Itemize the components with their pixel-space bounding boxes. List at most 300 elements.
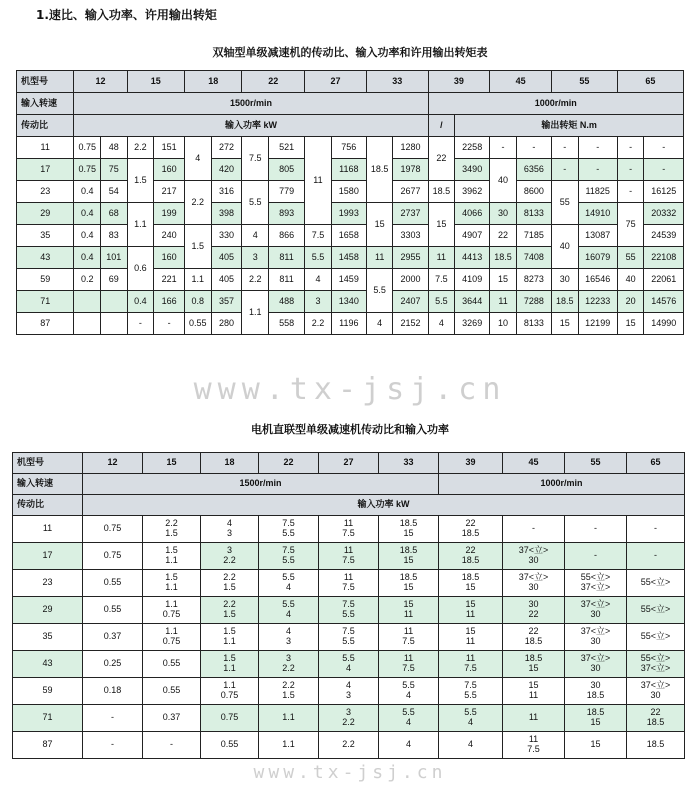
table-row <box>13 705 685 732</box>
cell-value: 7.5 <box>342 528 355 538</box>
data-cell <box>201 678 259 705</box>
cell-value: 18.5 <box>586 690 605 700</box>
cell-value: 11 <box>403 626 414 637</box>
data-cell: 4 <box>379 732 439 759</box>
data-cell <box>565 597 627 624</box>
data-cell: 55<立> <box>627 624 685 651</box>
cell-value: 0.75 <box>162 636 181 646</box>
cell-value: 1.1 <box>165 599 178 610</box>
data-cell: 199 <box>154 203 185 225</box>
cell-value: 2.2 <box>282 680 295 691</box>
cell-value: 0.75 <box>220 690 239 700</box>
data-cell: 30 <box>551 269 578 291</box>
cell-value: 18.5 <box>461 572 480 583</box>
cell-value: 15 <box>590 717 601 727</box>
ratio-cell: 87 <box>13 732 83 759</box>
data-cell: 12199 <box>578 313 617 335</box>
cell-value: 37<立> <box>580 582 611 592</box>
data-cell: - <box>127 313 154 335</box>
data-cell: - <box>503 516 565 543</box>
data-cell: 20 <box>617 291 644 313</box>
cell-value: 18.5 <box>461 555 480 565</box>
cell-value: 5.5 <box>342 653 355 664</box>
data-cell: 7185 <box>516 225 551 247</box>
data-cell: 1.5 <box>127 159 154 203</box>
data-cell: 0.25 <box>83 651 143 678</box>
data-cell: 4413 <box>455 247 490 269</box>
cell-value: 37<立> <box>518 572 549 583</box>
data-cell: 0.75 <box>83 543 143 570</box>
data-cell <box>319 624 379 651</box>
data-cell: 55<立> <box>627 597 685 624</box>
data-cell: 54 <box>101 181 128 203</box>
data-cell: 1459 <box>331 269 366 291</box>
cell-value: 18.5 <box>461 528 480 538</box>
cell-value: 11 <box>403 653 414 664</box>
cell-value: 5.5 <box>282 572 295 583</box>
table-row <box>13 624 685 651</box>
model-cell: 18 <box>201 453 259 474</box>
data-cell: 280 <box>211 313 242 335</box>
model-cell: 18 <box>185 71 242 93</box>
speed-label: 输入转速 <box>13 474 83 495</box>
data-cell: 0.55 <box>201 732 259 759</box>
data-cell: 30 <box>490 203 517 225</box>
data-cell: - <box>565 543 627 570</box>
data-cell: 7408 <box>516 247 551 269</box>
data-cell: 16546 <box>578 269 617 291</box>
data-cell: 7288 <box>516 291 551 313</box>
data-cell: 3303 <box>393 225 428 247</box>
cell-value: 15 <box>528 680 539 691</box>
data-cell: 0.55 <box>83 570 143 597</box>
ratio-cell: 87 <box>17 313 74 335</box>
data-cell <box>319 651 379 678</box>
data-cell <box>503 543 565 570</box>
cell-value: 5.5 <box>342 609 355 619</box>
model-cell: 22 <box>242 71 305 93</box>
cell-value: 4 <box>405 690 411 700</box>
data-cell <box>101 313 128 335</box>
cell-value: 18.5 <box>399 545 418 556</box>
data-cell <box>74 313 101 335</box>
data-cell: 330 <box>211 225 242 247</box>
data-cell: 1168 <box>331 159 366 181</box>
cell-value: 5.5 <box>402 680 415 691</box>
data-cell <box>565 678 627 705</box>
cell-value: 1.5 <box>223 653 236 664</box>
data-cell: 22 <box>490 225 517 247</box>
data-cell: 83 <box>101 225 128 247</box>
data-cell: 0.55 <box>143 678 201 705</box>
data-cell: 1.1 <box>259 732 319 759</box>
model-cell: 39 <box>428 71 490 93</box>
data-cell: 40 <box>551 225 578 269</box>
table-row <box>13 651 685 678</box>
cell-value: 4 <box>467 717 473 727</box>
data-cell: 0.4 <box>74 181 101 203</box>
data-cell: 2737 <box>393 203 428 225</box>
data-cell: 0.55 <box>83 597 143 624</box>
data-cell: 69 <box>101 269 128 291</box>
cell-value: 5.5 <box>282 555 295 565</box>
cell-value: 30 <box>590 663 601 673</box>
cell-value: 15 <box>465 582 476 592</box>
data-cell: 2.2 <box>185 181 212 225</box>
data-cell <box>259 678 319 705</box>
cell-value: 4 <box>405 717 411 727</box>
ratio-cell: 59 <box>17 269 74 291</box>
model-cell: 65 <box>617 71 683 93</box>
data-cell <box>201 570 259 597</box>
data-cell <box>319 678 379 705</box>
data-cell <box>319 516 379 543</box>
data-cell: 68 <box>101 203 128 225</box>
data-cell <box>439 705 503 732</box>
data-cell <box>319 543 379 570</box>
data-cell <box>439 651 503 678</box>
data-cell: - <box>83 732 143 759</box>
data-cell: 11 <box>305 137 332 225</box>
data-cell: 866 <box>269 225 305 247</box>
data-cell <box>259 597 319 624</box>
watermark: www.tx-jsj.cn <box>193 372 507 407</box>
data-cell: 48 <box>101 137 128 159</box>
data-cell <box>319 705 379 732</box>
data-cell: 0.37 <box>83 624 143 651</box>
data-cell: - <box>490 137 517 159</box>
data-cell <box>101 291 128 313</box>
data-cell: 7.5 <box>242 137 269 181</box>
cell-value: 30 <box>650 690 661 700</box>
data-cell <box>379 570 439 597</box>
cell-value: 2.2 <box>165 518 178 529</box>
cell-value: 7.5 <box>402 636 415 646</box>
data-cell: 1.1 <box>127 203 154 247</box>
data-cell: 7.5 <box>305 225 332 247</box>
data-cell: 1.1 <box>259 705 319 732</box>
cell-value: 15 <box>465 599 476 610</box>
data-cell: 160 <box>154 247 185 269</box>
data-cell: 2258 <box>455 137 490 159</box>
data-cell: 221 <box>154 269 185 291</box>
data-cell: - <box>627 516 685 543</box>
cell-value: 11 <box>465 653 476 664</box>
model-cell: 65 <box>627 453 685 474</box>
data-cell: 240 <box>154 225 185 247</box>
ratio-cell: 29 <box>13 597 83 624</box>
cell-value: 1.1 <box>165 555 178 565</box>
data-cell: 2.2 <box>242 269 269 291</box>
data-cell: 0.4 <box>127 291 154 313</box>
data-cell: 4 <box>185 137 212 181</box>
data-cell <box>439 516 503 543</box>
data-cell: - <box>644 137 684 159</box>
cell-value: 1.1 <box>223 636 236 646</box>
data-cell: 18.5 <box>428 181 455 203</box>
model-cell: 15 <box>127 71 184 93</box>
cell-value: 7.5 <box>342 599 355 610</box>
cell-value: 1.5 <box>165 572 178 583</box>
data-cell: 811 <box>269 247 305 269</box>
data-cell: 2.2 <box>127 137 154 159</box>
cell-value: 7.5 <box>282 518 295 529</box>
data-cell: 1.1 <box>185 269 212 291</box>
data-cell <box>439 624 503 651</box>
data-cell: 3962 <box>455 181 490 203</box>
motor-direct-table <box>12 452 685 759</box>
data-cell <box>259 651 319 678</box>
cell-value: 11 <box>343 572 354 583</box>
cell-value: 2.2 <box>223 555 236 565</box>
cell-value: 5.5 <box>402 707 415 718</box>
data-cell: 0.4 <box>74 247 101 269</box>
data-cell: 2000 <box>393 269 428 291</box>
data-cell: 4 <box>242 225 269 247</box>
data-cell <box>503 624 565 651</box>
data-cell: 3 <box>305 291 332 313</box>
data-cell: - <box>143 732 201 759</box>
data-cell: 398 <box>211 203 242 225</box>
data-cell: 4 <box>428 313 455 335</box>
data-cell: - <box>578 159 617 181</box>
cell-value: 18.5 <box>646 717 665 727</box>
cell-value: 2.2 <box>223 572 236 583</box>
data-cell: 12233 <box>578 291 617 313</box>
model-cell: 12 <box>74 71 127 93</box>
data-cell <box>201 624 259 651</box>
data-cell: 0.4 <box>74 225 101 247</box>
data-cell: 75 <box>101 159 128 181</box>
power-label: 输入功率 kW <box>74 115 428 137</box>
data-cell: 779 <box>269 181 305 203</box>
data-cell: - <box>617 181 644 203</box>
section-heading: 1.速比、输入功率、许用输出转矩 <box>36 8 217 22</box>
data-cell: 11 <box>428 247 455 269</box>
model-cell: 22 <box>259 453 319 474</box>
ratio-cell: 59 <box>13 678 83 705</box>
data-cell: - <box>617 137 644 159</box>
cell-value: 11 <box>343 545 354 556</box>
data-cell: 2152 <box>393 313 428 335</box>
data-cell: 22061 <box>644 269 684 291</box>
cell-value: 7.5 <box>464 663 477 673</box>
cell-value: 1.5 <box>282 690 295 700</box>
data-cell: 316 <box>211 181 242 203</box>
cell-value: 11 <box>528 690 539 700</box>
cell-value: 15 <box>403 528 414 538</box>
data-cell <box>143 624 201 651</box>
data-cell: 4 <box>366 313 393 335</box>
cell-value: 18.5 <box>586 707 605 718</box>
model-cell: 39 <box>439 453 503 474</box>
cell-value: 3 <box>285 653 291 664</box>
data-cell: 14990 <box>644 313 684 335</box>
data-cell: - <box>551 159 578 181</box>
data-cell: 5.5 <box>366 269 393 313</box>
data-cell: 4 <box>305 269 332 291</box>
data-cell: - <box>565 516 627 543</box>
data-cell <box>259 570 319 597</box>
cell-value: 11 <box>465 636 476 646</box>
data-cell <box>379 597 439 624</box>
model-cell: 12 <box>83 453 143 474</box>
data-cell: 1280 <box>393 137 428 159</box>
data-cell: 0.37 <box>143 705 201 732</box>
data-cell: - <box>516 137 551 159</box>
data-cell <box>201 543 259 570</box>
data-cell: 10 <box>490 313 517 335</box>
data-cell: 272 <box>211 137 242 159</box>
cell-value: 37<立> <box>518 545 549 556</box>
data-cell: 2.2 <box>319 732 379 759</box>
data-cell: 5.5 <box>242 181 269 225</box>
data-cell: 1978 <box>393 159 428 181</box>
model-cell: 33 <box>366 71 428 93</box>
data-cell: 893 <box>269 203 305 225</box>
data-cell <box>503 678 565 705</box>
cell-value: 1.5 <box>223 626 236 637</box>
cell-value: 1.5 <box>165 528 178 538</box>
data-cell: 40 <box>490 159 517 203</box>
speed-value: 1000r/min <box>439 474 685 495</box>
data-cell: - <box>617 159 644 181</box>
data-cell: 18.5 <box>627 732 685 759</box>
ratio-cell: 17 <box>13 543 83 570</box>
cell-value: 37<立> <box>580 653 611 664</box>
power-label: 输入功率 kW <box>83 495 685 516</box>
data-cell: 405 <box>211 247 242 269</box>
data-cell: 20332 <box>644 203 684 225</box>
cell-value: 1.1 <box>223 663 236 673</box>
cell-value: 4 <box>345 680 351 691</box>
data-cell <box>379 705 439 732</box>
cell-value: 2.2 <box>282 663 295 673</box>
cell-value: 5.5 <box>282 599 295 610</box>
data-cell: 3490 <box>455 159 490 181</box>
data-cell: 0.8 <box>185 291 212 313</box>
data-cell: 805 <box>269 159 305 181</box>
ratio-cell: 11 <box>17 137 74 159</box>
cell-value: 30 <box>590 636 601 646</box>
cell-value: 11 <box>403 609 414 619</box>
data-cell <box>503 732 565 759</box>
cell-value: 30 <box>528 582 539 592</box>
data-cell: 15 <box>366 203 393 247</box>
data-cell: 405 <box>211 269 242 291</box>
data-cell: 1340 <box>331 291 366 313</box>
data-cell: 420 <box>211 159 242 181</box>
data-cell: 160 <box>154 159 185 181</box>
cell-value: 4 <box>345 663 351 673</box>
data-cell: 2677 <box>393 181 428 203</box>
cell-value: 11 <box>528 734 539 745</box>
cell-value: 7.5 <box>464 680 477 691</box>
ratio-cell: 11 <box>13 516 83 543</box>
data-cell: 11 <box>503 705 565 732</box>
data-cell: 15 <box>551 313 578 335</box>
data-cell <box>74 291 101 313</box>
data-cell <box>439 543 503 570</box>
cell-value: 37<立> <box>580 626 611 637</box>
cell-value: 5.5 <box>464 707 477 718</box>
data-cell: 8600 <box>516 181 551 203</box>
divider-slash: / <box>428 115 455 137</box>
data-cell: 0.75 <box>83 516 143 543</box>
data-cell: 1580 <box>331 181 366 203</box>
cell-value: 7.5 <box>342 555 355 565</box>
data-cell: 4 <box>439 732 503 759</box>
cell-value: 22 <box>465 518 476 529</box>
data-cell <box>379 678 439 705</box>
data-cell: 811 <box>269 269 305 291</box>
data-cell: 0.75 <box>201 705 259 732</box>
ratio-label: 传动比 <box>13 495 83 516</box>
cell-value: 1.1 <box>165 582 178 592</box>
cell-value: 4 <box>226 518 232 529</box>
data-cell: - <box>83 705 143 732</box>
data-cell: 18.5 <box>551 291 578 313</box>
data-cell: 16079 <box>578 247 617 269</box>
data-cell <box>319 597 379 624</box>
cell-value: 3 <box>226 528 232 538</box>
cell-value: 22 <box>465 545 476 556</box>
data-cell <box>627 705 685 732</box>
cell-value: 30 <box>528 555 539 565</box>
model-cell: 55 <box>565 453 627 474</box>
table2-caption: 电机直联型单级减速机传动比和输入功率 <box>251 423 449 436</box>
data-cell: - <box>578 137 617 159</box>
cell-value: 3 <box>345 690 351 700</box>
cell-value: 3 <box>226 545 232 556</box>
cell-value: 15 <box>403 582 414 592</box>
data-cell <box>143 570 201 597</box>
cell-value: 11 <box>465 609 476 619</box>
cell-value: 11 <box>343 518 354 529</box>
data-cell: 8133 <box>516 313 551 335</box>
data-cell: 55<立> <box>627 570 685 597</box>
data-cell: 5.5 <box>305 247 332 269</box>
ratio-label: 传动比 <box>17 115 74 137</box>
cell-value: 7.5 <box>402 663 415 673</box>
cell-value: 15 <box>465 626 476 637</box>
data-cell: 15 <box>428 203 455 247</box>
data-cell <box>379 543 439 570</box>
data-cell: 22 <box>428 137 455 181</box>
data-cell: 3269 <box>455 313 490 335</box>
data-cell: 1196 <box>331 313 366 335</box>
data-cell: 11 <box>366 247 393 269</box>
data-cell: 4907 <box>455 225 490 247</box>
data-cell: 22108 <box>644 247 684 269</box>
table-row <box>13 543 685 570</box>
cell-value: 4 <box>285 626 291 637</box>
cell-value: 18.5 <box>524 653 543 664</box>
cell-value: 2.2 <box>223 599 236 610</box>
data-cell: 0.75 <box>74 137 101 159</box>
cell-value: 22 <box>650 707 661 718</box>
data-cell: 14910 <box>578 203 617 225</box>
data-cell <box>259 516 319 543</box>
data-cell: 151 <box>154 137 185 159</box>
cell-value: 18.5 <box>399 518 418 529</box>
data-cell: 3644 <box>455 291 490 313</box>
data-cell: 55 <box>551 181 578 225</box>
cell-value: 18.5 <box>524 636 543 646</box>
cell-value: 37<立> <box>580 599 611 610</box>
data-cell: 7.5 <box>428 269 455 291</box>
data-cell: 18.5 <box>490 247 517 269</box>
